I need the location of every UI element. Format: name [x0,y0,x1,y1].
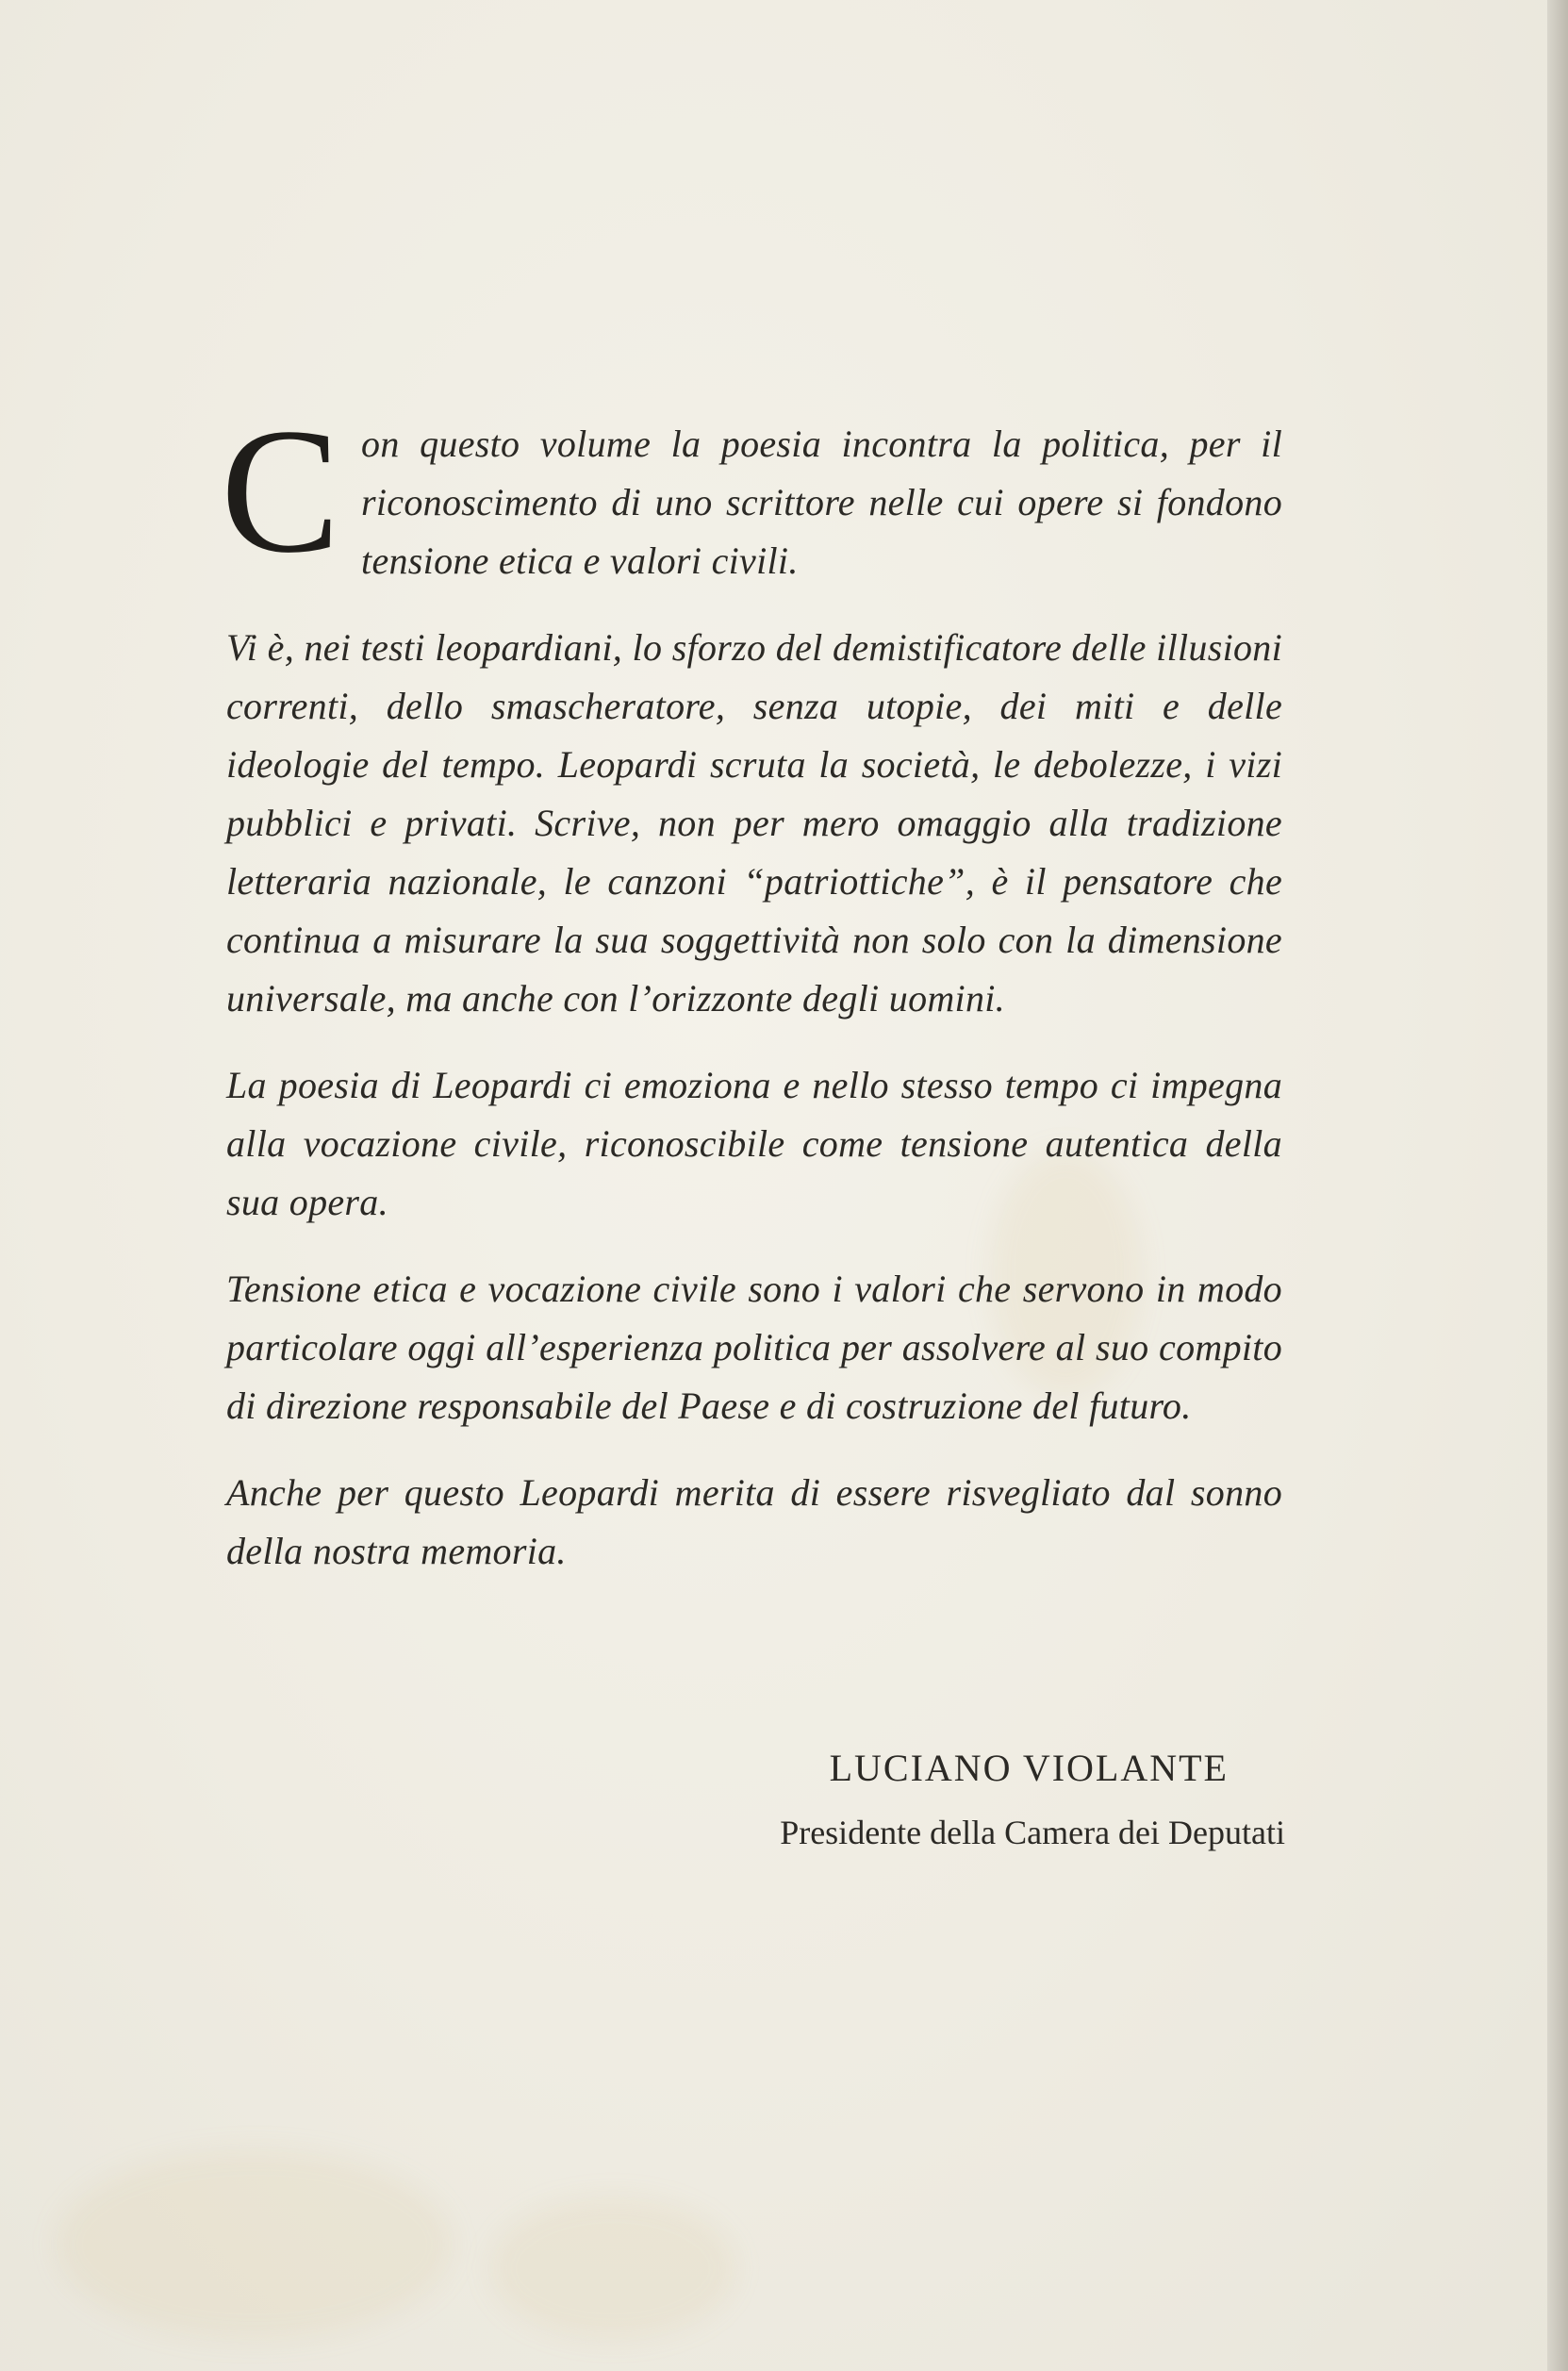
paragraph-4: Tensione etica e vocazione civile sono i valori che servono in modo particolare oggi all’esperienza politica per assolvere al suo compito di direzione responsabile del Paese e di costruzione del futuro. [226,1268,1282,1427]
signature-name: LUCIANO VIOLANTE [829,1747,1229,1789]
page-edge-shadow [1547,0,1568,2371]
paragraph-1-text: on questo volume la poesia incontra la politica, per il riconoscimento di uno scrittore nelle cui opere si fondono tensione etica e valori civili. [361,423,1282,582]
paper-stain [57,2150,453,2339]
signature-block [780,1740,1285,1859]
paragraph-2: Vi è, nei testi leopardiani, lo sforzo del demistificatore delle illusioni correnti, dello smascheratore, senza utopie, dei miti e delle ideologie del tempo. Leopardi scruta la società, le debolezze, i vizi pubblici e privati. Scrive, non per mero omaggio alla tradizione letteraria nazionale, le canzoni “patriottiche”, è il pensatore che continua a misurare la sua soggettività non solo con la dimensione universale, ma anche con l’orizzonte degli uomini. [226,626,1282,1020]
paper-stain [490,2197,735,2339]
signature-title: Presidente della Camera dei Deputati [780,1814,1285,1851]
paragraph-5: Anche per questo Leopardi merita di essere risvegliato dal sonno della nostra memoria. [226,1471,1282,1572]
paragraph-1 [221,392,1282,590]
paragraph-3: La poesia di Leopardi ci emoziona e nello stesso tempo ci impegna alla vocazione civile, riconoscibile come tensione autentica della sua opera. [226,1064,1282,1223]
dropcap: C [221,392,341,590]
letter-body [221,392,1282,1609]
